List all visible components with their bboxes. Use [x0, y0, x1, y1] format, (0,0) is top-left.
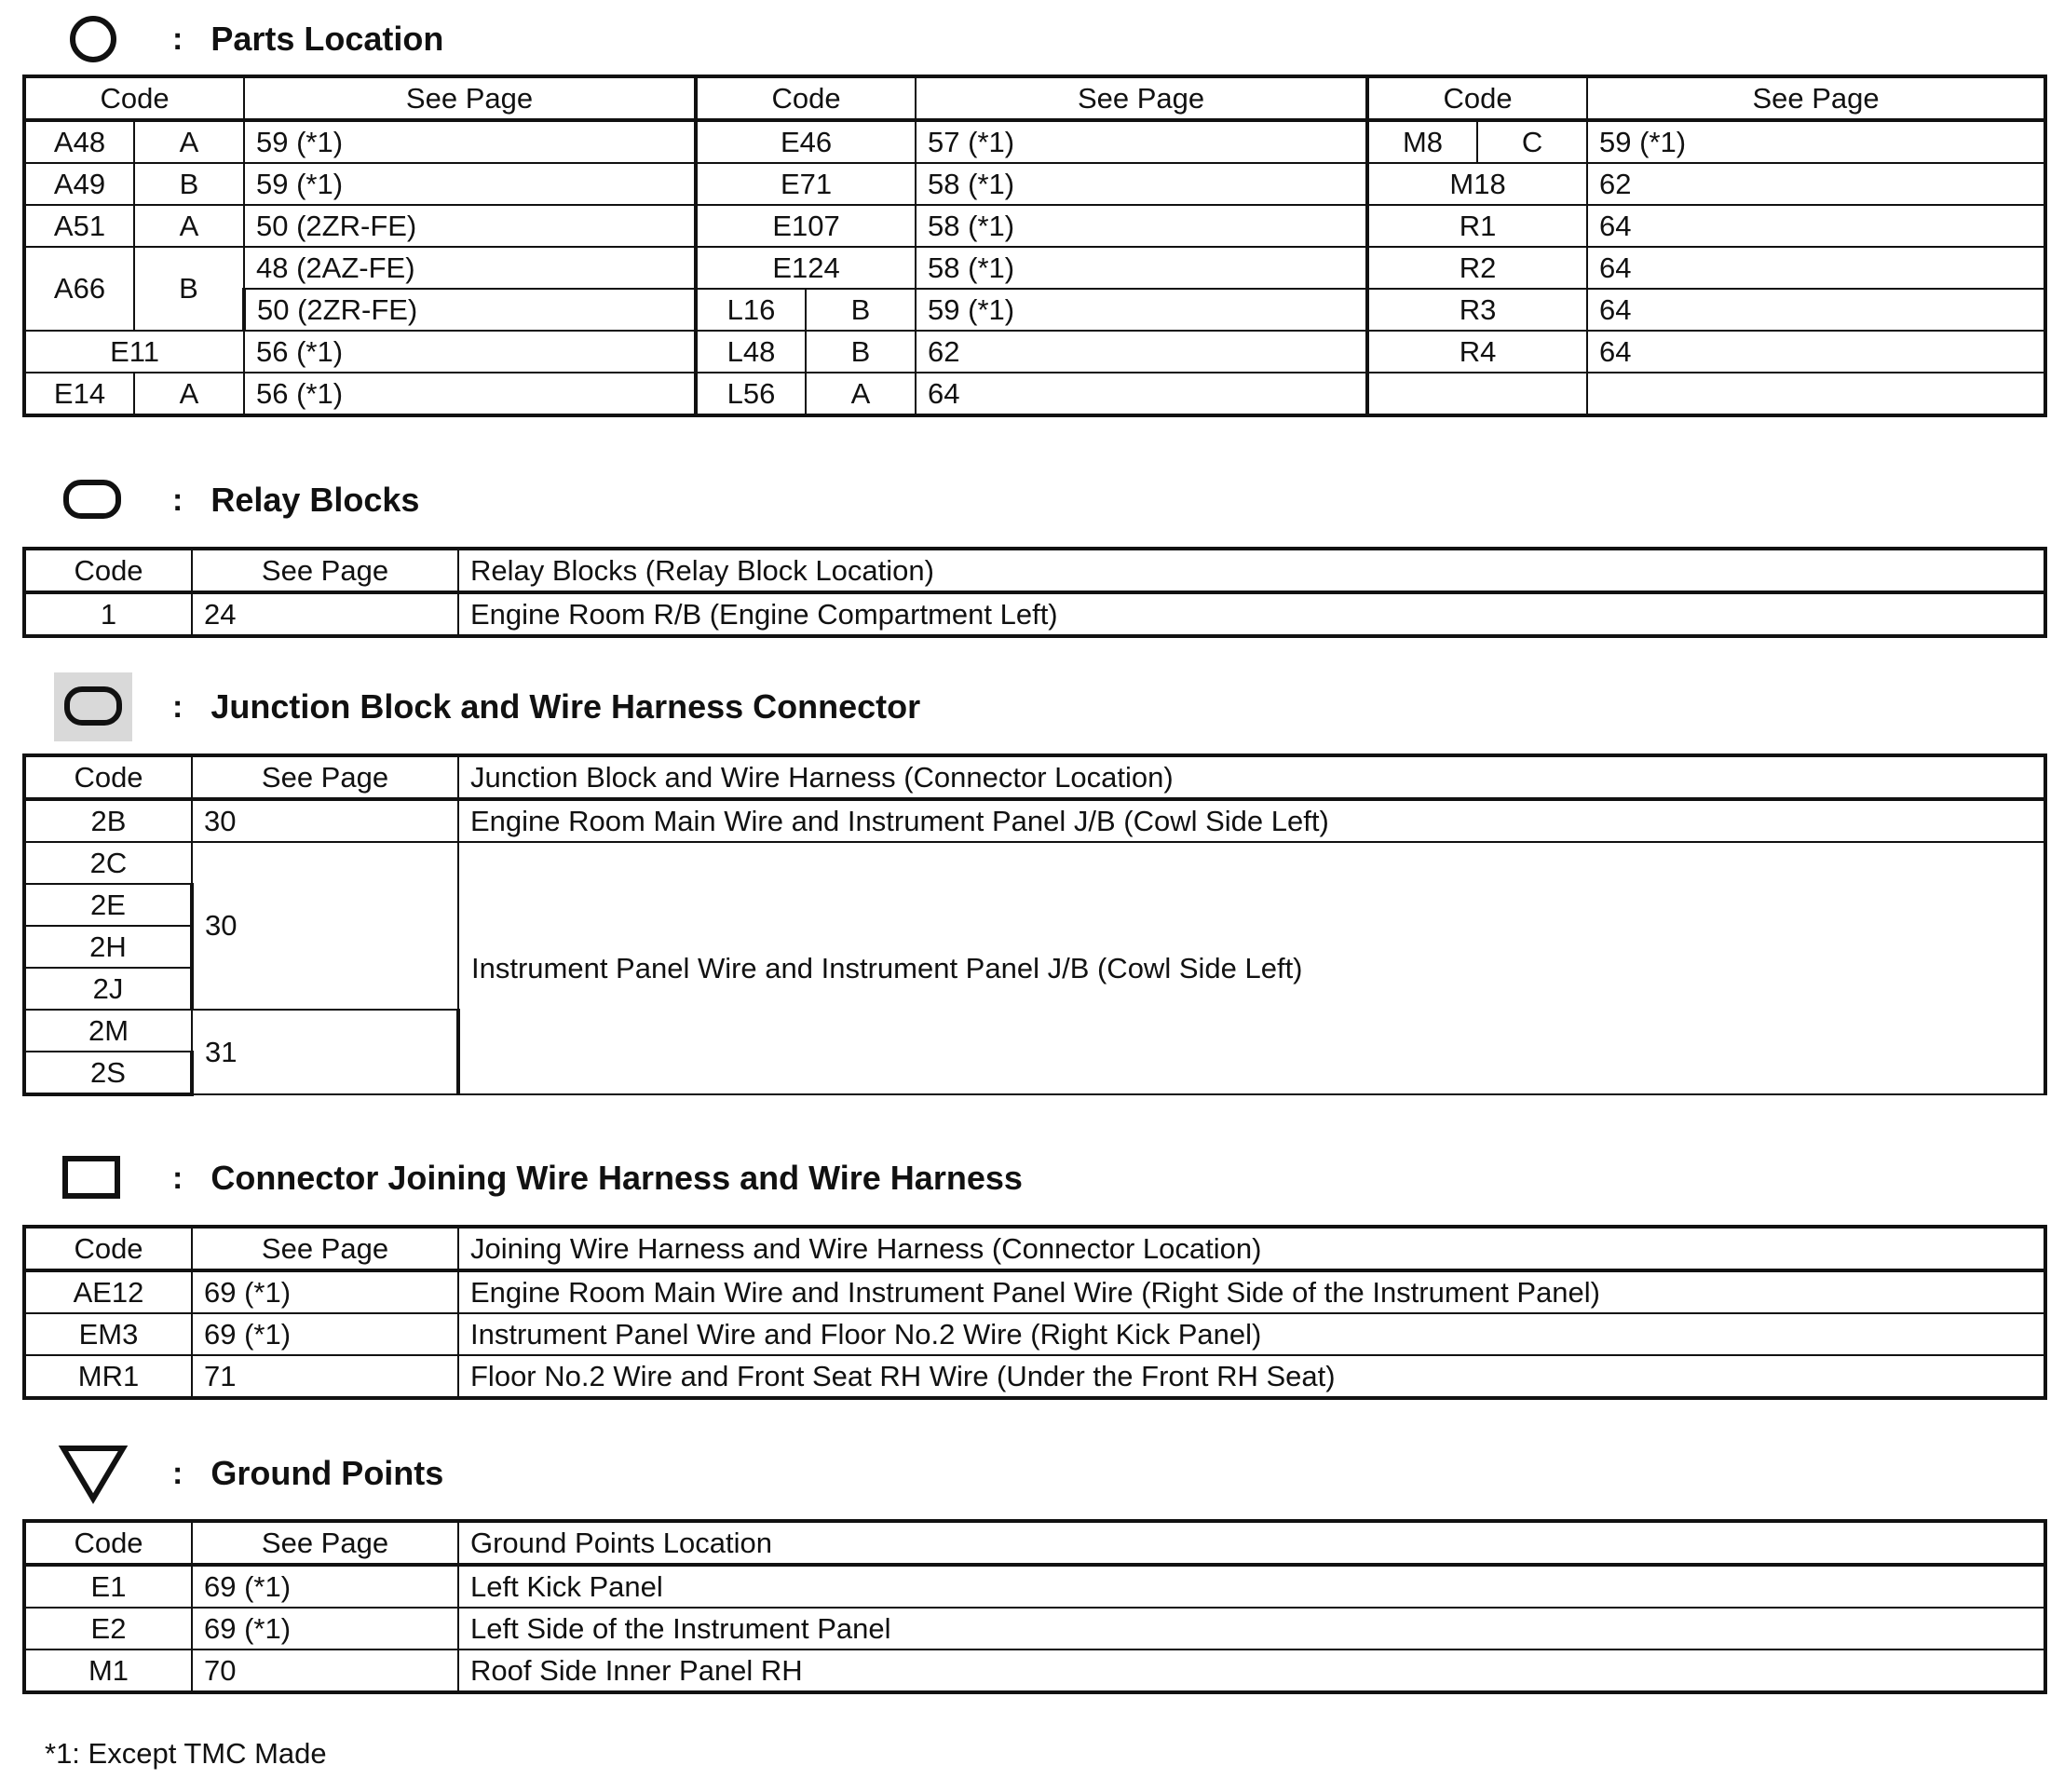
code-cell: 1 — [24, 592, 192, 636]
sub-code-cell: C — [1477, 120, 1587, 163]
header-see-page: See Page — [1587, 76, 2045, 120]
section-title: Relay Blocks — [210, 481, 420, 519]
page-cell: 57 (*1) — [916, 120, 1367, 163]
code-cell: E1 — [24, 1565, 192, 1608]
table-row — [24, 247, 2045, 289]
connector-joining-table — [22, 1225, 2047, 1400]
header-code: Code — [696, 76, 916, 120]
header-description: Relay Blocks (Relay Block Location) — [458, 549, 2045, 592]
page-cell: 59 (*1) — [1587, 120, 2045, 163]
table-header-row — [24, 1227, 2045, 1270]
table-header-row — [24, 1521, 2045, 1565]
code-cell: 2E — [24, 884, 192, 926]
header-see-page: See Page — [916, 76, 1367, 120]
page-cell: 59 (*1) — [244, 120, 696, 163]
header-code: Code — [24, 549, 192, 592]
page-cell: 64 — [916, 373, 1367, 415]
page-cell: 58 (*1) — [916, 163, 1367, 205]
code-cell: EM3 — [24, 1313, 192, 1355]
page-cell: 59 (*1) — [244, 163, 696, 205]
table-row — [24, 1649, 2045, 1692]
code-cell: M8 — [1367, 120, 1477, 163]
heading-colon: : — [172, 1160, 183, 1196]
circle-icon — [51, 2, 135, 76]
junction-block-heading — [51, 679, 920, 735]
page-cell: 69 (*1) — [192, 1270, 458, 1313]
code-cell: MR1 — [24, 1355, 192, 1398]
code-cell: M18 — [1367, 163, 1587, 205]
header-see-page: See Page — [244, 76, 696, 120]
code-cell: E2 — [24, 1608, 192, 1649]
table-row — [24, 1355, 2045, 1398]
table-row — [24, 289, 2045, 331]
table-row — [24, 205, 2045, 247]
page-cell: 24 — [192, 592, 458, 636]
table-row — [24, 1565, 2045, 1608]
header-code: Code — [24, 76, 244, 120]
ground-points-heading — [51, 1446, 443, 1501]
empty-cell — [1367, 373, 1587, 415]
table-row — [24, 799, 2045, 842]
page-cell: 56 (*1) — [244, 373, 696, 415]
description-cell: Floor No.2 Wire and Front Seat RH Wire (Under the Front RH Seat) — [458, 1355, 2045, 1398]
section-title: Connector Joining Wire Harness and Wire Harness — [210, 1159, 1023, 1197]
triangle-down-icon — [51, 1436, 135, 1511]
table-header-row — [24, 549, 2045, 592]
code-cell: 2J — [24, 968, 192, 1010]
header-code: Code — [1367, 76, 1587, 120]
description-cell: Instrument Panel Wire and Floor No.2 Wire (Right Kick Panel) — [458, 1313, 2045, 1355]
relay-blocks-table — [22, 547, 2047, 638]
code-cell: M1 — [24, 1649, 192, 1692]
sub-code-cell: A — [134, 373, 244, 415]
page-cell: 64 — [1587, 247, 2045, 289]
header-see-page: See Page — [192, 755, 458, 799]
section-title: Ground Points — [210, 1454, 444, 1492]
code-cell: 2B — [24, 799, 192, 842]
page-cell: 71 — [192, 1355, 458, 1398]
code-cell: R3 — [1367, 289, 1587, 331]
code-cell: E124 — [696, 247, 916, 289]
page-cell: 50 (2ZR-FE) — [244, 289, 696, 331]
sub-code-cell: B — [134, 247, 244, 331]
description-cell: Roof Side Inner Panel RH — [458, 1649, 2045, 1692]
description-cell: Engine Room R/B (Engine Compartment Left) — [458, 592, 2045, 636]
section-title: Junction Block and Wire Harness Connector — [210, 687, 921, 726]
code-cell: E11 — [24, 331, 244, 373]
code-cell: E14 — [24, 373, 134, 415]
page-cell: 64 — [1587, 205, 2045, 247]
page-cell: 48 (2AZ-FE) — [244, 247, 696, 289]
sub-code-cell: B — [806, 289, 916, 331]
page-cell: 69 (*1) — [192, 1313, 458, 1355]
code-cell: R1 — [1367, 205, 1587, 247]
page-cell: 30 — [192, 799, 458, 842]
code-cell: 2C — [24, 842, 192, 884]
page-cell: 69 (*1) — [192, 1608, 458, 1649]
table-row — [24, 163, 2045, 205]
page-cell: 30 — [192, 842, 458, 1010]
header-code: Code — [24, 1521, 192, 1565]
header-description: Junction Block and Wire Harness (Connector Location) — [458, 755, 2045, 799]
description-cell: Engine Room Main Wire and Instrument Panel J/B (Cowl Side Left) — [458, 799, 2045, 842]
heading-colon: : — [172, 482, 183, 518]
table-row — [24, 373, 2045, 415]
header-description: Ground Points Location — [458, 1521, 2045, 1565]
code-cell: A66 — [24, 247, 134, 331]
table-row — [24, 842, 2045, 884]
parts-location-heading — [51, 11, 443, 67]
code-cell: L56 — [696, 373, 806, 415]
table-header-row — [24, 755, 2045, 799]
code-cell: E107 — [696, 205, 916, 247]
ground-points-table — [22, 1519, 2047, 1694]
junction-block-table — [22, 753, 2047, 1096]
sub-code-cell: A — [134, 120, 244, 163]
page-cell: 70 — [192, 1649, 458, 1692]
relay-blocks-heading — [51, 472, 419, 528]
rounded-rect-icon — [51, 463, 135, 537]
page-cell: 50 (2ZR-FE) — [244, 205, 696, 247]
heading-colon: : — [172, 20, 183, 57]
page-cell: 64 — [1587, 289, 2045, 331]
page-cell: 69 (*1) — [192, 1565, 458, 1608]
header-code: Code — [24, 755, 192, 799]
section-title: Parts Location — [210, 20, 444, 58]
table-row — [24, 331, 2045, 373]
description-cell: Left Kick Panel — [458, 1565, 2045, 1608]
table-row — [24, 1270, 2045, 1313]
description-cell: Instrument Panel Wire and Instrument Panel J/B (Cowl Side Left) — [458, 842, 2045, 1094]
code-cell: E46 — [696, 120, 916, 163]
heading-colon: : — [172, 688, 183, 725]
description-cell: Engine Room Main Wire and Instrument Panel Wire (Right Side of the Instrument Panel) — [458, 1270, 2045, 1313]
footnote: *1: Except TMC Made — [45, 1737, 327, 1770]
empty-cell — [1587, 373, 2045, 415]
table-row — [24, 1313, 2045, 1355]
page-cell: 64 — [1587, 331, 2045, 373]
description-cell: Left Side of the Instrument Panel — [458, 1608, 2045, 1649]
code-cell: L48 — [696, 331, 806, 373]
code-cell: A49 — [24, 163, 134, 205]
sub-code-cell: A — [806, 373, 916, 415]
heading-colon: : — [172, 1455, 183, 1491]
header-see-page: See Page — [192, 1521, 458, 1565]
code-cell: E71 — [696, 163, 916, 205]
page-cell: 62 — [916, 331, 1367, 373]
table-row — [24, 1608, 2045, 1649]
table-row — [24, 592, 2045, 636]
sub-code-cell: B — [134, 163, 244, 205]
header-see-page: See Page — [192, 549, 458, 592]
rectangle-icon — [51, 1141, 135, 1215]
code-cell: A51 — [24, 205, 134, 247]
parts-location-table — [22, 75, 2047, 417]
page-cell: 59 (*1) — [916, 289, 1367, 331]
header-description: Joining Wire Harness and Wire Harness (Connector Location) — [458, 1227, 2045, 1270]
code-cell: AE12 — [24, 1270, 192, 1313]
code-cell: 2S — [24, 1052, 192, 1094]
sub-code-cell: A — [134, 205, 244, 247]
connector-joining-heading — [51, 1150, 1023, 1206]
page-cell: 56 (*1) — [244, 331, 696, 373]
code-cell: A48 — [24, 120, 134, 163]
code-cell: L16 — [696, 289, 806, 331]
code-cell: 2M — [24, 1010, 192, 1052]
header-code: Code — [24, 1227, 192, 1270]
page-cell: 31 — [192, 1010, 458, 1094]
page-cell: 58 (*1) — [916, 205, 1367, 247]
header-see-page: See Page — [192, 1227, 458, 1270]
table-header-row — [24, 76, 2045, 120]
table-row — [24, 120, 2045, 163]
sub-code-cell: B — [806, 331, 916, 373]
page-cell: 58 (*1) — [916, 247, 1367, 289]
shaded-rounded-rect-icon — [51, 670, 135, 744]
code-cell: R2 — [1367, 247, 1587, 289]
code-cell: 2H — [24, 926, 192, 968]
code-cell: R4 — [1367, 331, 1587, 373]
page-cell: 62 — [1587, 163, 2045, 205]
